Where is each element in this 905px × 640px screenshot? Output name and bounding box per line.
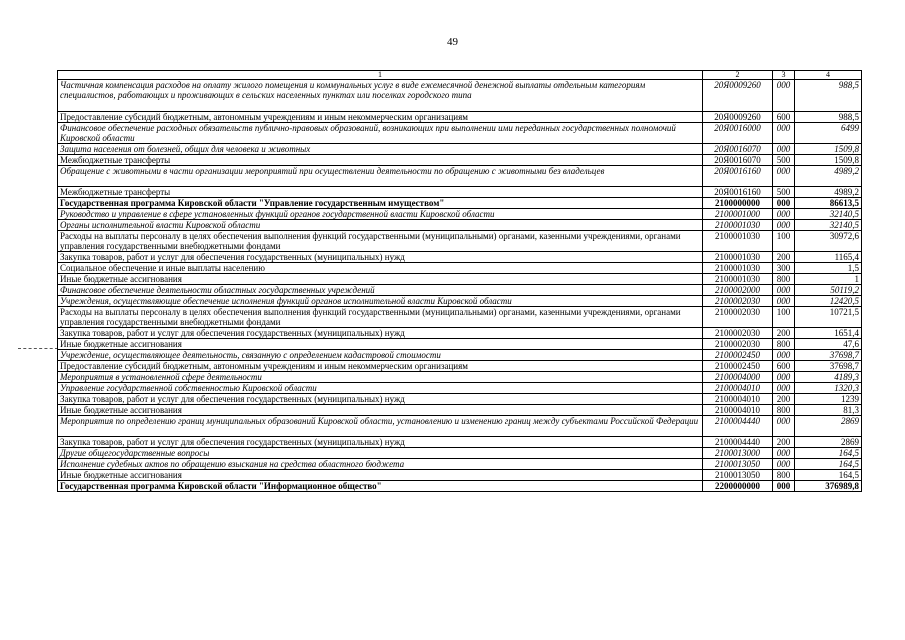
table-row: [58, 459, 862, 470]
row-code-cell: 2100001000: [703, 209, 773, 220]
table-row: [58, 405, 862, 416]
table-row: [58, 209, 862, 220]
row-name-cell: Финансовое обеспечение деятельности областных государственных учреждений: [58, 285, 703, 296]
row-amount-cell: 81,3: [795, 405, 862, 416]
row-type-cell: 800: [773, 274, 795, 285]
row-name-cell: Защита населения от болезней, общих для человека и животных: [58, 144, 703, 155]
row-code-cell: 2100002030: [703, 307, 773, 328]
table-row: [58, 198, 862, 209]
row-name-cell: Управление государственной собственностью Кировской области: [58, 383, 703, 394]
row-amount-cell: 988,5: [795, 112, 862, 123]
row-type-cell: 000: [773, 144, 795, 155]
row-code-cell: 2100004000: [703, 372, 773, 383]
row-type-cell: 000: [773, 166, 795, 187]
row-code-cell: 2100001030: [703, 274, 773, 285]
row-code-cell: 2100013050: [703, 470, 773, 481]
table-row: [58, 252, 862, 263]
row-type-cell: 500: [773, 155, 795, 166]
row-type-cell: 200: [773, 252, 795, 263]
row-type-cell: 000: [773, 383, 795, 394]
table-header-row: [58, 71, 862, 80]
row-code-cell: 2100002450: [703, 361, 773, 372]
row-code-cell: 2100001030: [703, 220, 773, 231]
row-amount-cell: 988,5: [795, 80, 862, 112]
row-type-cell: 000: [773, 448, 795, 459]
row-code-cell: 2100000000: [703, 198, 773, 209]
row-amount-cell: 164,5: [795, 459, 862, 470]
row-type-cell: 800: [773, 470, 795, 481]
table-row: [58, 296, 862, 307]
row-name-cell: Межбюджетные трансферты: [58, 155, 703, 166]
row-type-cell: 000: [773, 459, 795, 470]
row-code-cell: 2100002450: [703, 350, 773, 361]
row-name-cell: Мероприятия по определению границ муниципальных образований Кировской области, установлению и изменению границ между субъектами Российской Федерации: [58, 416, 703, 437]
row-name-cell: Частичная компенсация расходов на оплату жилого помещения и коммунальных услуг в виде ежемесячной денежной выплаты отдельным категориям специалистов, работающих и проживающих в сельских населенных пунктах или поселках городского типа: [58, 80, 703, 112]
table-row: [58, 155, 862, 166]
row-code-cell: 20Я0016070: [703, 144, 773, 155]
row-name-cell: Обращение с животными в части организации мероприятий при осуществлении деятельности по обращению с животными без владельцев: [58, 166, 703, 187]
row-name-cell: Органы исполнительной власти Кировской области: [58, 220, 703, 231]
row-amount-cell: 47,6: [795, 339, 862, 350]
table-row: [58, 470, 862, 481]
row-type-cell: 200: [773, 328, 795, 339]
row-name-cell: Финансовое обеспечение расходных обязательств публично-правовых образований, возникающих при выполнении ими переданных государственных полномочий Кировской области: [58, 123, 703, 144]
row-code-cell: 20Я0009260: [703, 112, 773, 123]
row-name-cell: Предоставление субсидий бюджетным, автономным учреждениям и иным некоммерческим организациям: [58, 112, 703, 123]
header-col-code: 2: [703, 71, 773, 80]
row-name-cell: Иные бюджетные ассигнования: [58, 339, 703, 350]
row-type-cell: 200: [773, 394, 795, 405]
row-code-cell: 2100002030: [703, 339, 773, 350]
row-name-cell: Иные бюджетные ассигнования: [58, 405, 703, 416]
row-type-cell: 000: [773, 350, 795, 361]
row-amount-cell: 30972,6: [795, 231, 862, 252]
table-row: [58, 231, 862, 252]
row-code-cell: 2100013050: [703, 459, 773, 470]
row-type-cell: 000: [773, 481, 795, 492]
row-type-cell: 800: [773, 405, 795, 416]
page-number: 49: [447, 36, 458, 48]
table-row: [58, 274, 862, 285]
row-code-cell: 2100002030: [703, 296, 773, 307]
table-row: [58, 350, 862, 361]
row-code-cell: 20Я0016000: [703, 123, 773, 144]
row-amount-cell: 1165,4: [795, 252, 862, 263]
row-type-cell: 300: [773, 263, 795, 274]
row-name-cell: Учреждения, осуществляющие обеспечение исполнения функций органов исполнительной власти Кировской области: [58, 296, 703, 307]
header-col-type: 3: [773, 71, 795, 80]
row-amount-cell: 164,5: [795, 448, 862, 459]
row-type-cell: 800: [773, 339, 795, 350]
table-row: [58, 448, 862, 459]
row-type-cell: 000: [773, 296, 795, 307]
table-row: [58, 220, 862, 231]
row-amount-cell: 2869: [795, 437, 862, 448]
table-row: [58, 383, 862, 394]
row-amount-cell: 32140,5: [795, 209, 862, 220]
row-type-cell: 100: [773, 231, 795, 252]
row-code-cell: 2200000000: [703, 481, 773, 492]
row-name-cell: Расходы на выплаты персоналу в целях обеспечения выполнения функций государственными (муниципальными) органами, казенными учреждениями, органами управления государственными внебюджетными фондами: [58, 307, 703, 328]
row-name-cell: Иные бюджетные ассигнования: [58, 470, 703, 481]
row-code-cell: 2100001030: [703, 252, 773, 263]
row-name-cell: Предоставление субсидий бюджетным, автономным учреждениям и иным некоммерческим организациям: [58, 361, 703, 372]
table-row: [58, 307, 862, 328]
row-amount-cell: 32140,5: [795, 220, 862, 231]
row-amount-cell: 1509,8: [795, 144, 862, 155]
row-type-cell: 500: [773, 187, 795, 198]
row-type-cell: 000: [773, 220, 795, 231]
row-name-cell: Государственная программа Кировской области "Информационное общество": [58, 481, 703, 492]
row-amount-cell: 1239: [795, 394, 862, 405]
row-code-cell: 20Я0016160: [703, 166, 773, 187]
budget-table: [57, 70, 862, 492]
row-name-cell: Исполнение судебных актов по обращению взыскания на средства областного бюджета: [58, 459, 703, 470]
row-name-cell: Расходы на выплаты персоналу в целях обеспечения выполнения функций государственными (муниципальными) органами, казенными учреждениями, органами управления государственными внебюджетными фондами: [58, 231, 703, 252]
row-code-cell: 2100004440: [703, 437, 773, 448]
table-row: [58, 372, 862, 383]
margin-mark: [18, 348, 58, 350]
row-name-cell: Государственная программа Кировской области "Управление государственным имуществом": [58, 198, 703, 209]
table-row: [58, 328, 862, 339]
row-amount-cell: 10721,5: [795, 307, 862, 328]
header-col-amount: 4: [795, 71, 862, 80]
table-row: [58, 263, 862, 274]
row-code-cell: 2100004010: [703, 394, 773, 405]
table-row: [58, 144, 862, 155]
row-amount-cell: 1651,4: [795, 328, 862, 339]
row-name-cell: Руководство и управление в сфере установленных функций органов государственной власти Кировской области: [58, 209, 703, 220]
table-row: [58, 80, 862, 112]
row-name-cell: Мероприятия в установленной сфере деятельности: [58, 372, 703, 383]
row-type-cell: 000: [773, 372, 795, 383]
row-type-cell: 600: [773, 112, 795, 123]
row-type-cell: 100: [773, 307, 795, 328]
row-name-cell: Социальное обеспечение и иные выплаты населению: [58, 263, 703, 274]
row-type-cell: 000: [773, 123, 795, 144]
row-code-cell: 2100001030: [703, 231, 773, 252]
row-amount-cell: 6499: [795, 123, 862, 144]
row-type-cell: 000: [773, 416, 795, 437]
row-amount-cell: 37698,7: [795, 361, 862, 372]
table-row: [58, 123, 862, 144]
row-code-cell: 2100004010: [703, 383, 773, 394]
header-col-name: 1: [58, 71, 703, 80]
row-code-cell: 2100004440: [703, 416, 773, 437]
table-row: [58, 361, 862, 372]
row-amount-cell: 1,5: [795, 263, 862, 274]
row-amount-cell: 4989,2: [795, 187, 862, 198]
row-amount-cell: 86613,5: [795, 198, 862, 209]
row-name-cell: Закупка товаров, работ и услуг для обеспечения государственных (муниципальных) нужд: [58, 328, 703, 339]
row-amount-cell: 37698,7: [795, 350, 862, 361]
row-amount-cell: 376989,8: [795, 481, 862, 492]
table-row: [58, 339, 862, 350]
table-row: [58, 394, 862, 405]
row-type-cell: 000: [773, 209, 795, 220]
table-row: [58, 187, 862, 198]
table-row: [58, 416, 862, 437]
table-row: [58, 285, 862, 296]
row-code-cell: 2100002000: [703, 285, 773, 296]
row-amount-cell: 1320,3: [795, 383, 862, 394]
row-type-cell: 000: [773, 285, 795, 296]
row-name-cell: Закупка товаров, работ и услуг для обеспечения государственных (муниципальных) нужд: [58, 252, 703, 263]
row-amount-cell: 50119,2: [795, 285, 862, 296]
row-amount-cell: 1509,8: [795, 155, 862, 166]
row-code-cell: 2100013000: [703, 448, 773, 459]
table-row: [58, 112, 862, 123]
row-code-cell: 20Я0016160: [703, 187, 773, 198]
row-name-cell: Другие общегосударственные вопросы: [58, 448, 703, 459]
row-name-cell: Межбюджетные трансферты: [58, 187, 703, 198]
row-amount-cell: 2869: [795, 416, 862, 437]
row-type-cell: 200: [773, 437, 795, 448]
row-name-cell: Закупка товаров, работ и услуг для обеспечения государственных (муниципальных) нужд: [58, 437, 703, 448]
row-name-cell: Закупка товаров, работ и услуг для обеспечения государственных (муниципальных) нужд: [58, 394, 703, 405]
row-type-cell: 000: [773, 80, 795, 112]
row-name-cell: Учреждение, осуществляющее деятельность, связанную с определением кадастровой стоимости: [58, 350, 703, 361]
row-amount-cell: 12420,5: [795, 296, 862, 307]
row-code-cell: 2100002030: [703, 328, 773, 339]
table-row: [58, 481, 862, 492]
row-code-cell: 20Я0016070: [703, 155, 773, 166]
table-row: [58, 166, 862, 187]
row-code-cell: 2100004010: [703, 405, 773, 416]
row-amount-cell: 164,5: [795, 470, 862, 481]
row-code-cell: 20Я0009260: [703, 80, 773, 112]
table-row: [58, 437, 862, 448]
row-amount-cell: 4989,2: [795, 166, 862, 187]
row-name-cell: Иные бюджетные ассигнования: [58, 274, 703, 285]
row-code-cell: 2100001030: [703, 263, 773, 274]
row-amount-cell: 1: [795, 274, 862, 285]
row-type-cell: 600: [773, 361, 795, 372]
row-type-cell: 000: [773, 198, 795, 209]
row-amount-cell: 4189,3: [795, 372, 862, 383]
